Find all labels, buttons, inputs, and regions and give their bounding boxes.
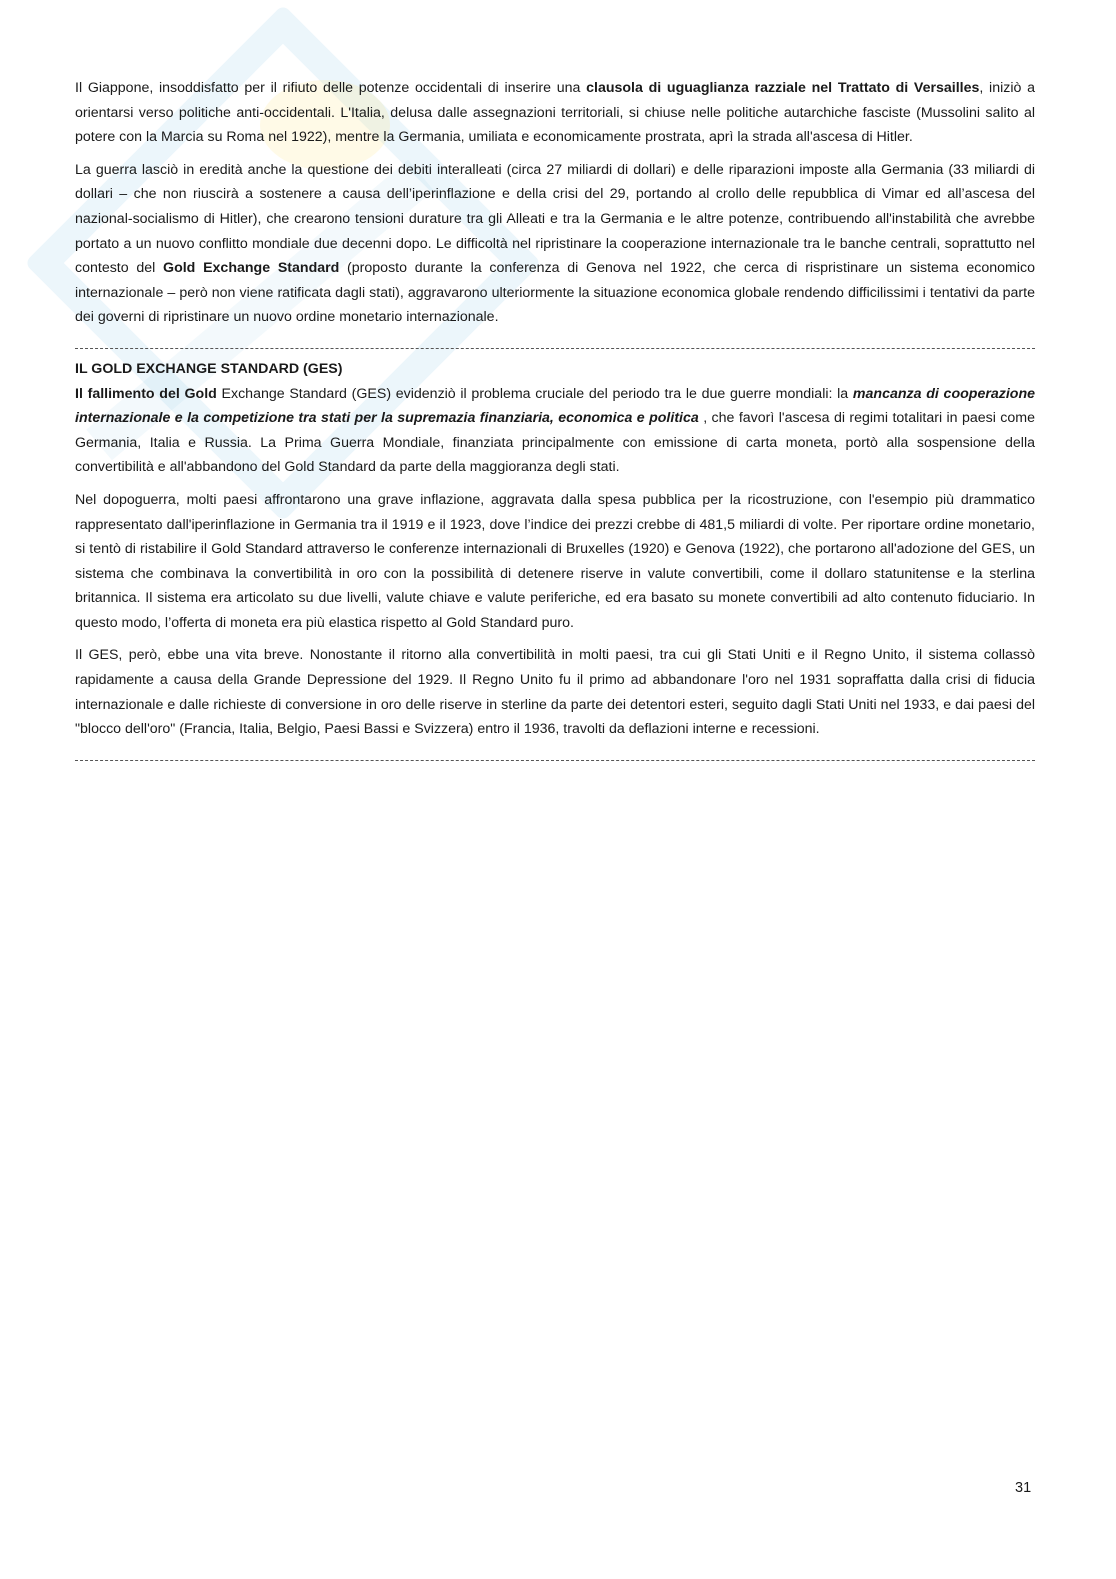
dashed-separator	[75, 338, 1035, 349]
dashed-separator	[75, 750, 1035, 761]
text-run: clausola di uguaglianza razziale nel Trattato di Versailles	[586, 80, 980, 96]
paragraph	[75, 158, 1035, 330]
paragraph	[75, 643, 1035, 741]
paragraph	[75, 76, 1035, 150]
text-run: Gold Exchange Standard	[163, 260, 340, 277]
text-run: Il fallimento del Gold	[75, 385, 217, 402]
section-intro	[75, 76, 1035, 330]
text-run: Il Giappone, insoddisfatto per il rifiuto delle potenze occidentali di inserire una	[75, 80, 587, 96]
text-run: Nel dopoguerra, molti paesi affrontarono una grave inflazione, aggravata dalla spesa pubblica per la ricostruzione, con l'esempio più drammatico rappresentato dall'iperinflazione in Germania tra il 1919 e il 1923, dove l’indice dei prezzi crebbe di 481,5 miliardi di volte. Per riportare ordine monetario, si tentò di ristabilire il Gold Standard attraverso le conferenze internazionali di Bruxelles (1920) e Genova (1922), che portarono all'adozione del GES, un sistema che combinava la convertibilità in oro con la possibilità di detenere riserve in valute convertibili, come il dollaro statunitense e la sterlina britannica. Il sistema era articolato su due livelli, valute chiave e valute periferiche, ed era basato su monete convertibili ad alto contenuto fiduciario. In questo modo, l’offerta di moneta era più elastica rispetto al Gold Standard puro.	[75, 491, 1035, 631]
document-page	[75, 76, 1035, 769]
text-run: La guerra lasciò in eredità anche la questione dei debiti interalleati (circa 27 miliardi di dollari) e delle riparazioni imposte alla Germania (33 miliardi di dollari – che non riuscirà a sostenere a causa dell’iperinflazione e della crisi del 29, portando al crollo delle repubblica di Vimar ed all’ascesa del nazional-socialismo di Hitler), che crearono tensioni durature tra gli Alleati e tra la Germania e le altre potenze, contribuendo all'instabilità che avrebbe portato a un nuovo conflitto mondiale due decenni dopo. Le difficoltà nel ripristinare la cooperazione internazionale tra le banche centrali, soprattutto nel contesto del	[75, 161, 1035, 277]
text-run: Il GES, però, ebbe una vita breve. Nonostante il ritorno alla convertibilità in molti paesi, tra cui gli Stati Uniti e il Regno Unito, il sistema collassò rapidamente a causa della Grande Depressione del 1929. Il Regno Unito fu il primo ad abbandonare l'oro nel 1931 sopraffatta dalla crisi di fiducia internazionale e dalle richieste di conversione in oro delle riserve in sterline da parte dei detentori esteri, seguito dagli Stati Uniti nel 1933, e dai paesi del "blocco dell'oro" (Francia, Italia, Belgio, Paesi Bassi e Svizzera) entro il 1936, travolti da deflazioni interne e recessioni.	[75, 647, 1035, 738]
text-run: , iniziò a orientarsi verso politiche anti-occidentali. L'Italia, delusa dalle assegnazioni territoriali, si chiuse nelle politiche autarchiche fasciste (Mussolini salito al potere con la Marcia su Roma nel 1922), mentre la Germania, umiliata e economicamente prostrata, aprì la strada all'ascesa di Hitler.	[75, 80, 1035, 146]
text-run: (proposto durante la conferenza di Genova nel 1922, che cerca di rispristinare un sistema economico internazionale – però non viene ratificata dagli stati), aggravarono ulteriormente la situazione economica globale rendendo difficilissimi i tentativi da parte dei governi di ripristinare un nuovo ordine monetario internazionale.	[75, 260, 1035, 326]
paragraph	[75, 382, 1035, 480]
text-run: mancanza di cooperazione internazionale e la competizione tra stati per la supremazia finanziaria, economica e politica	[75, 385, 1036, 427]
section-heading: IL GOLD EXCHANGE STANDARD (GES)	[75, 360, 343, 377]
paragraph	[75, 488, 1035, 636]
page-number: 31	[1015, 1480, 1032, 1496]
section-ges	[75, 382, 1035, 742]
text-run: , che favorì l'ascesa di regimi totalitari in paesi come Germania, Italia e Russia. La Prima Guerra Mondiale, finanziata principalmente con emissione di carta moneta, portò alla sospensione della convertibilità e all'abbandono del Gold Standard da parte della maggioranza degli stati.	[75, 410, 1036, 476]
text-run: Exchange Standard (GES) evidenziò il problema cruciale del periodo tra le due guerre mondiali: la	[216, 385, 853, 402]
